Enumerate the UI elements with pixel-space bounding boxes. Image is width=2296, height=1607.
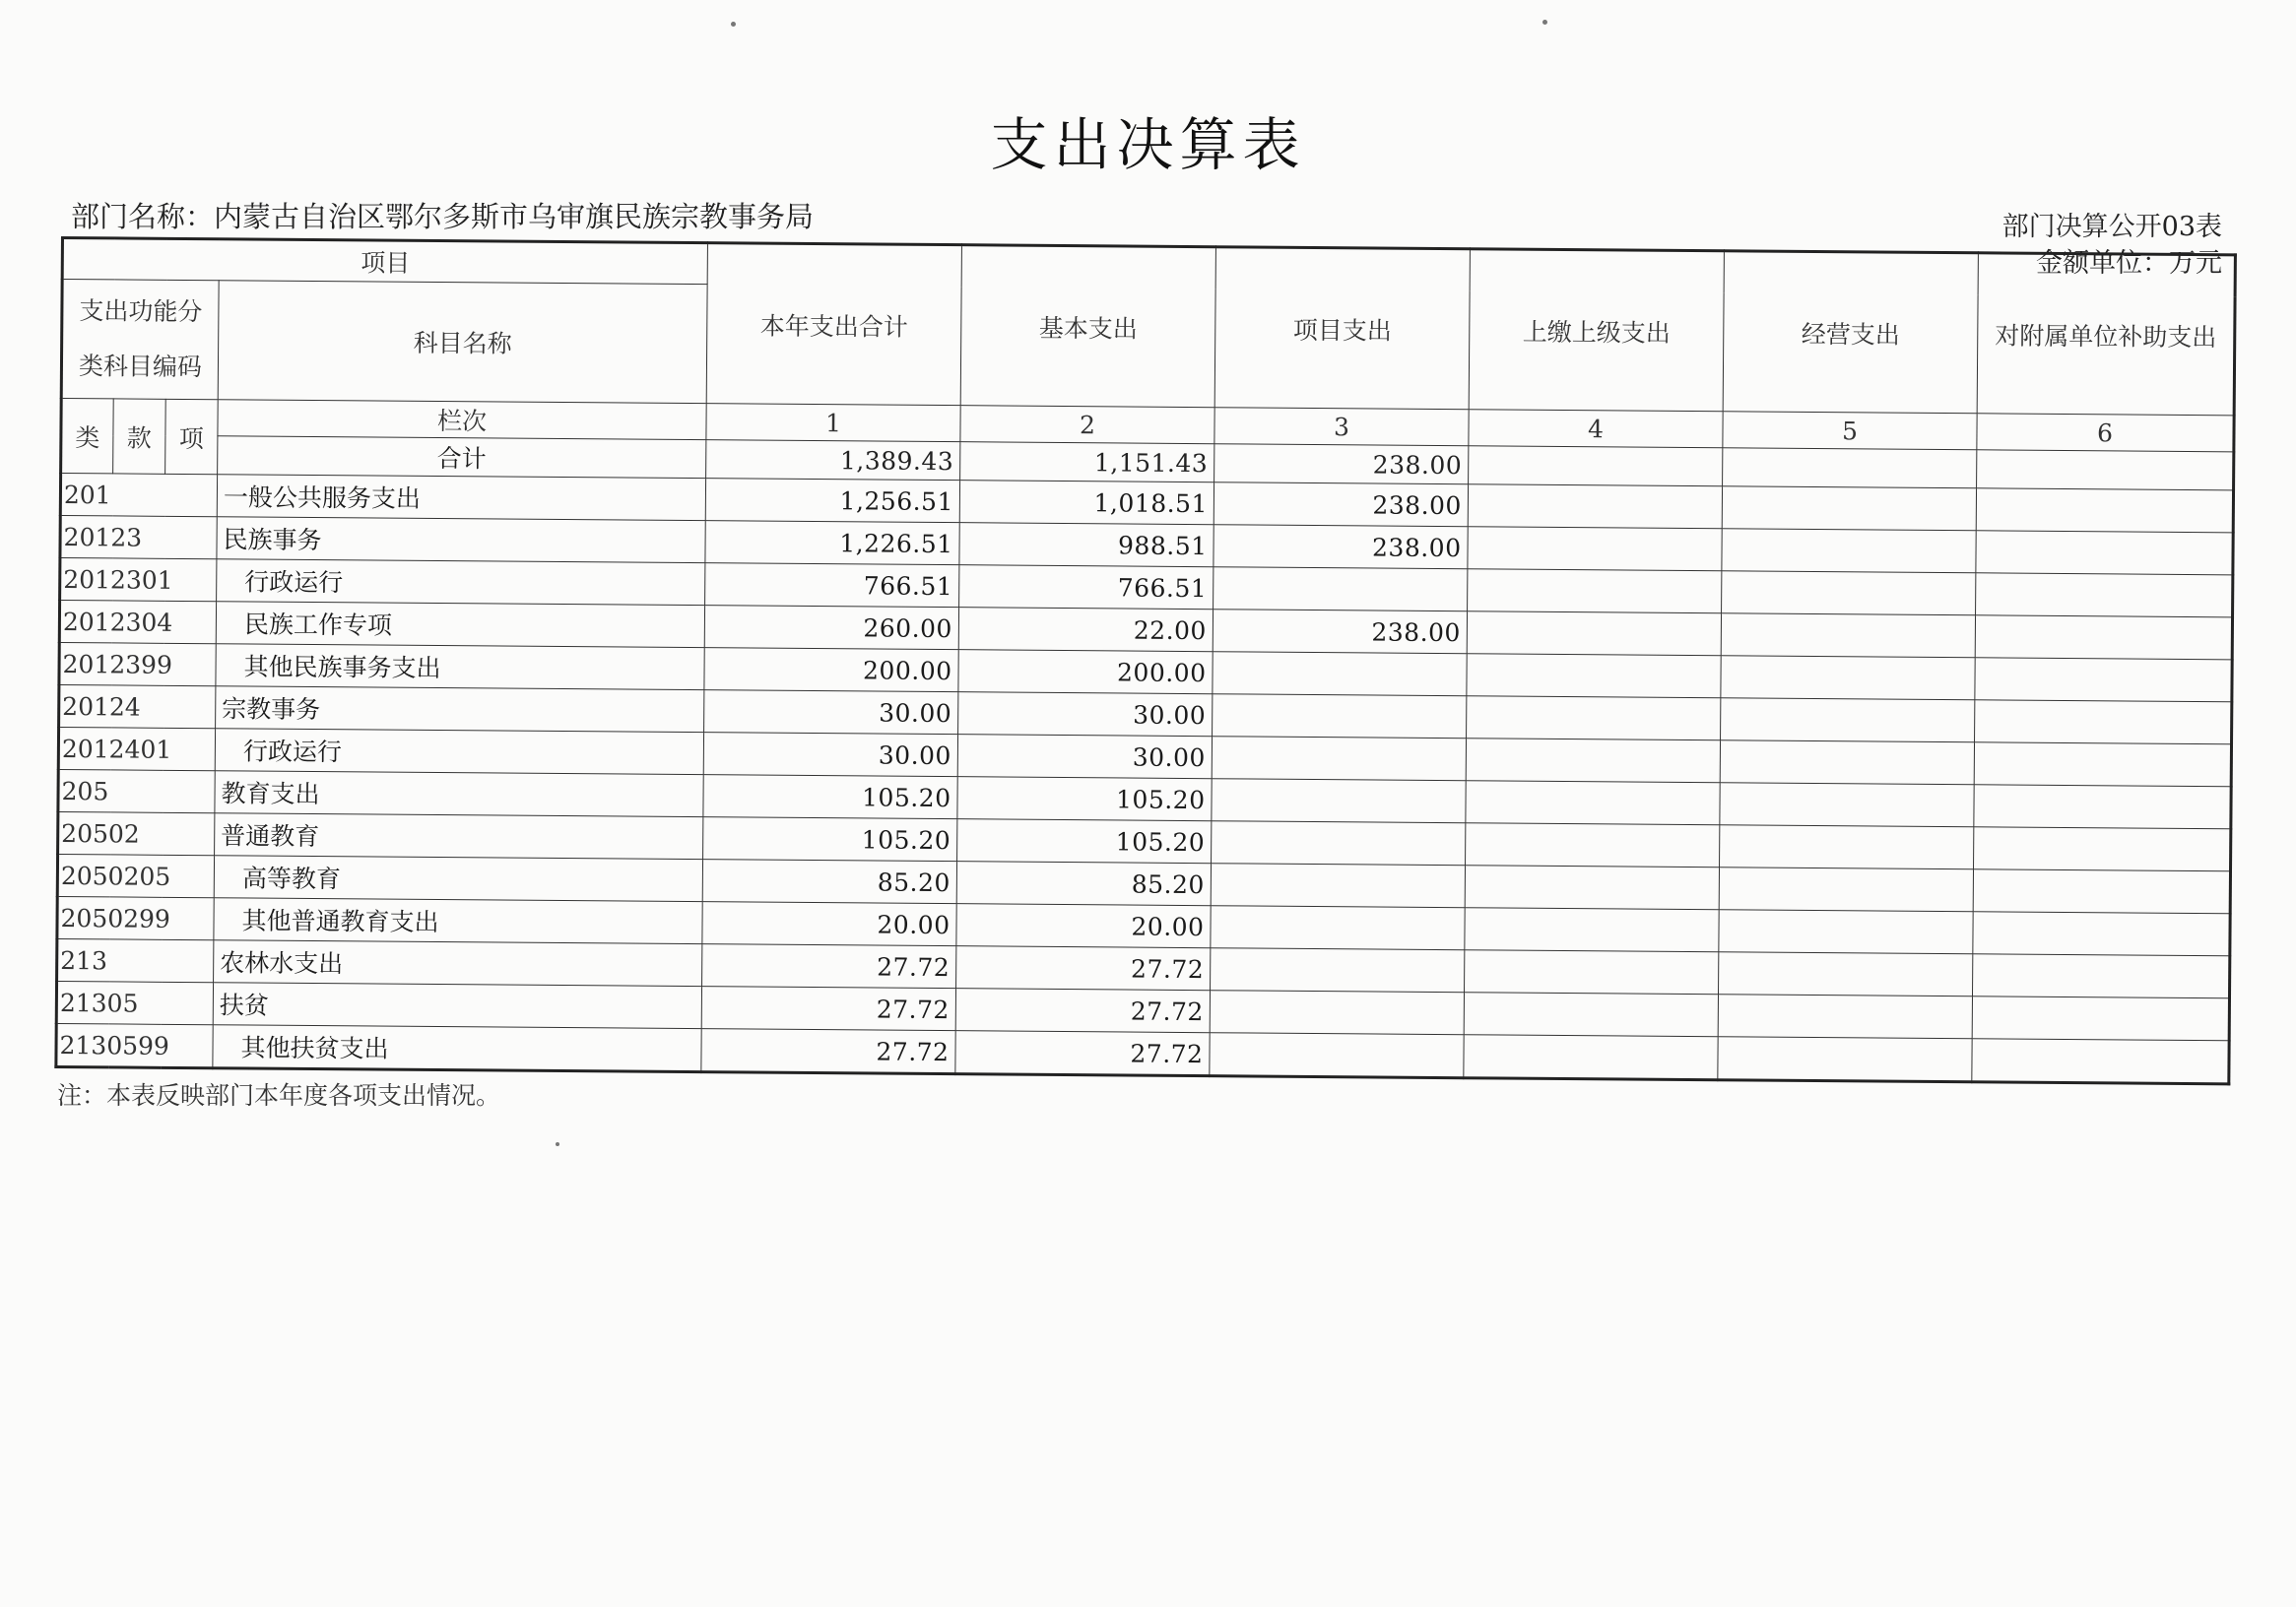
- row-subject-name: 宗教事务: [216, 686, 704, 733]
- row-project: 238.00: [1214, 482, 1468, 527]
- row-business: [1722, 571, 1976, 615]
- header-col-business: 经营支出: [1723, 251, 1978, 414]
- expenditure-table: [54, 236, 2237, 1085]
- row-business: [1720, 783, 1974, 827]
- row-code: 20123: [60, 516, 217, 559]
- row-total: 1,226.51: [705, 521, 959, 565]
- row-basic: 85.20: [956, 862, 1211, 906]
- row-subject-name: 普通教育: [215, 813, 703, 860]
- row-code: 2012304: [59, 601, 216, 644]
- row-business: [1721, 613, 1975, 658]
- row-basic: 30.00: [958, 692, 1213, 737]
- row-basic: 988.51: [959, 523, 1214, 567]
- header-code-label-line1: 支出功能分: [79, 296, 203, 327]
- row-subsidy: [1975, 700, 2232, 744]
- header-xiang: 项: [165, 399, 219, 474]
- row-project: [1213, 652, 1467, 696]
- header-lei: 类: [61, 399, 114, 474]
- row-remit: [1465, 908, 1719, 952]
- row-basic: 27.72: [955, 989, 1210, 1033]
- column-number: 6: [1977, 414, 2234, 452]
- row-remit: [1464, 993, 1718, 1037]
- row-project: [1210, 991, 1464, 1035]
- row-business: [1718, 1037, 1972, 1082]
- row-total: 105.20: [703, 817, 957, 862]
- row-subject-name: 民族工作专项: [216, 602, 704, 648]
- column-number: 4: [1469, 410, 1723, 448]
- department-name: 部门名称：内蒙古自治区鄂尔多斯市乌审旗民族宗教事务局: [71, 200, 815, 233]
- row-subsidy: [1974, 827, 2231, 871]
- row-subject-name: 行政运行: [215, 729, 703, 775]
- row-basic: 1,018.51: [959, 481, 1214, 525]
- row-business: [1721, 656, 1975, 700]
- row-total: 200.00: [704, 648, 958, 692]
- row-project: [1213, 694, 1467, 739]
- row-basic: 105.20: [957, 777, 1212, 821]
- header-code-label: [61, 280, 219, 400]
- row-total: 27.72: [702, 944, 956, 989]
- row-total: 27.72: [701, 987, 955, 1031]
- row-remit: [1466, 823, 1720, 868]
- scan-speck: [1542, 20, 1547, 25]
- total-basic: 1,151.43: [960, 442, 1214, 482]
- total-remit: [1469, 446, 1723, 486]
- row-project: [1210, 1033, 1464, 1078]
- header-kuan: 款: [113, 399, 166, 474]
- row-subject-name: 其他普通教育支出: [214, 898, 702, 944]
- row-subject-name: 其他扶贫支出: [213, 1025, 701, 1072]
- row-project: [1211, 864, 1465, 908]
- row-subsidy: [1975, 658, 2232, 702]
- row-project: [1212, 821, 1466, 866]
- total-business: [1723, 448, 1977, 488]
- amount-unit: 金额单位：万元: [2036, 248, 2222, 279]
- header-col-basic: 基本支出: [960, 245, 1215, 408]
- row-total: 260.00: [704, 606, 958, 650]
- form-number: 部门决算公开03表: [2001, 212, 2222, 242]
- row-subsidy: [1973, 912, 2230, 956]
- row-subject-name: 教育支出: [215, 771, 703, 817]
- row-business: [1719, 910, 1973, 954]
- row-basic: 27.72: [956, 946, 1211, 991]
- row-code: 2012401: [58, 727, 215, 770]
- row-basic: 27.72: [955, 1031, 1210, 1076]
- header-col-project: 项目支出: [1214, 247, 1470, 410]
- row-code: 2012301: [60, 558, 217, 602]
- row-subsidy: [1976, 531, 2233, 575]
- column-number: 1: [706, 404, 960, 442]
- row-remit: [1466, 739, 1720, 783]
- row-code: 205: [58, 769, 215, 812]
- row-project: 238.00: [1214, 525, 1468, 569]
- total-project: 238.00: [1214, 444, 1469, 484]
- row-remit: [1465, 950, 1719, 995]
- header-code-label-line2: 类科目编码: [78, 352, 203, 382]
- row-code: 21305: [56, 981, 213, 1024]
- row-total: 1,256.51: [705, 479, 959, 523]
- row-project: [1214, 567, 1468, 611]
- column-number: 2: [960, 406, 1214, 444]
- row-code: 213: [57, 938, 214, 982]
- row-subsidy: [1975, 615, 2232, 660]
- scan-speck: [556, 1142, 559, 1146]
- row-subsidy: [1972, 996, 2229, 1041]
- row-subsidy: [1974, 742, 2231, 787]
- row-code: 2050205: [57, 854, 214, 897]
- row-remit: [1464, 1035, 1718, 1080]
- row-basic: 200.00: [958, 650, 1213, 694]
- row-basic: 30.00: [957, 735, 1212, 779]
- row-business: [1722, 529, 1976, 573]
- row-subsidy: [1972, 1039, 2229, 1084]
- row-subsidy: [1976, 488, 2233, 533]
- total-amount: 1,389.43: [706, 440, 960, 481]
- row-remit: [1468, 569, 1722, 613]
- header-subject-name: 科目名称: [218, 281, 707, 404]
- header-project: 项目: [62, 238, 707, 285]
- row-subject-name: 一般公共服务支出: [217, 475, 705, 521]
- row-business: [1720, 740, 1974, 785]
- column-number: 5: [1723, 412, 1977, 450]
- total-label: 合计: [218, 436, 706, 479]
- row-subsidy: [1976, 573, 2233, 617]
- row-total: 85.20: [702, 860, 956, 904]
- row-project: [1211, 948, 1465, 993]
- row-remit: [1465, 866, 1719, 910]
- row-business: [1721, 698, 1975, 742]
- row-total: 105.20: [703, 775, 957, 819]
- table-body: [56, 474, 2234, 1084]
- row-basic: 22.00: [958, 608, 1213, 652]
- row-total: 27.72: [701, 1029, 955, 1074]
- row-business: [1720, 825, 1974, 869]
- column-number: 3: [1214, 408, 1469, 446]
- row-subject-name: 农林水支出: [214, 940, 702, 987]
- row-subsidy: [1973, 954, 2230, 998]
- row-subject-name: 行政运行: [217, 559, 705, 606]
- row-basic: 766.51: [959, 565, 1214, 610]
- row-total: 20.00: [702, 902, 956, 946]
- total-subsidy: [1977, 450, 2234, 490]
- row-remit: [1468, 484, 1722, 529]
- row-code: 20502: [58, 811, 215, 855]
- row-total: 30.00: [704, 690, 958, 735]
- row-code: 2050299: [57, 896, 214, 939]
- row-basic: 105.20: [957, 819, 1212, 864]
- table-note: 注：本表反映部门本年度各项支出情况。: [57, 1081, 501, 1110]
- page-title: 支出决算表: [990, 111, 1306, 178]
- row-code: 20124: [59, 684, 216, 728]
- header-lanci: 栏次: [218, 400, 706, 440]
- row-total: 30.00: [703, 733, 957, 777]
- row-remit: [1467, 654, 1721, 698]
- row-subject-name: 高等教育: [214, 856, 702, 902]
- expenditure-table-container: [54, 236, 2234, 1131]
- row-project: [1211, 906, 1465, 950]
- row-project: [1212, 737, 1466, 781]
- header-col-subsidy: 对附属单位补助支出: [1977, 253, 2235, 416]
- row-business: [1718, 995, 1972, 1039]
- row-business: [1719, 868, 1973, 912]
- row-subject-name: 其他民族事务支出: [216, 644, 704, 690]
- row-code: 2130599: [56, 1023, 213, 1067]
- row-subsidy: [1974, 785, 2231, 829]
- row-project: 238.00: [1213, 610, 1467, 654]
- row-code: 201: [60, 474, 217, 517]
- row-business: [1719, 952, 1973, 996]
- row-remit: [1467, 696, 1721, 740]
- row-remit: [1467, 611, 1721, 656]
- row-remit: [1466, 781, 1720, 825]
- row-subject-name: 民族事务: [217, 517, 705, 563]
- row-code: 2012399: [59, 642, 216, 685]
- header-col-remit: 上缴上级支出: [1469, 249, 1724, 412]
- row-remit: [1468, 527, 1722, 571]
- row-business: [1722, 486, 1976, 531]
- row-subject-name: 扶贫: [213, 983, 701, 1029]
- row-project: [1212, 779, 1466, 823]
- row-total: 766.51: [705, 563, 959, 608]
- scan-speck: [731, 22, 736, 27]
- header-col-total: 本年支出合计: [706, 243, 961, 406]
- row-subsidy: [1973, 869, 2230, 914]
- row-basic: 20.00: [956, 904, 1211, 948]
